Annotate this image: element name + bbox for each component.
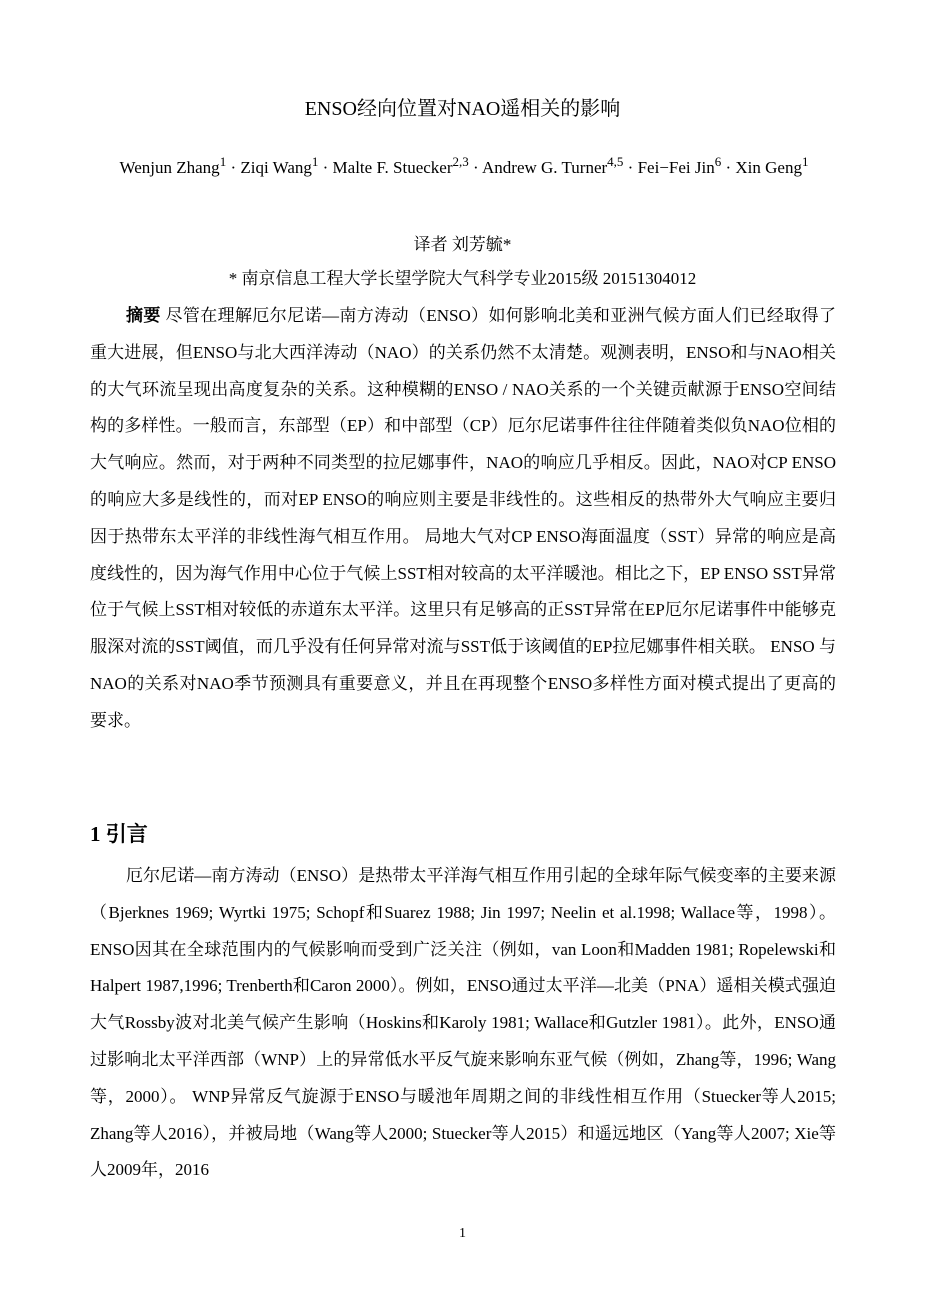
author-name: Andrew G. Turner (482, 158, 608, 177)
abstract-text: 尽管在理解厄尔尼诺—南方涛动（ENSO）如何影响北美和亚洲气候方面人们已经取得了重大进展，但ENSO与北大西洋涛动（NAO）的关系仍然不太清楚。观测表明，ENSO和与NAO相关的大气环流呈现出高度复杂的关系。这种模糊的ENSO / NAO关系的一个关键贡献源于ENSO空间结构的多样性。一般而言，东部型（EP）和中部型（CP）厄尔尼诺事件往往伴随着类似负NAO位相的大气响应。然而，对于两种不同类型的拉尼娜事件，NAO的响应几乎相反。因此，NAO对CP ENSO的响应大多是线性的，而对EP ENSO的响应则主要是非线性的。这些相反的热带外大气响应主要归因于热带东太平洋的非线性海气相互作用。 局地大气对CP ENSO海面温度（SST）异常的响应是高度线性的，因为海气作用中心位于气候上SST相对较高的太平洋暖池。相比之下，EP ENSO SST异常位于气候上SST相对较低的赤道东太平洋。这里只有足够高的正SST异常在EP厄尔尼诺事件中能够克服深对流的SST阈值，而几乎没有任何异常对流与SST低于该阈值的EP拉尼娜事件相关联。 ENSO 与NAO的关系对NAO季节预测具有重要意义，并且在再现整个ENSO多样性方面对模式提出了更高的要求。 (90, 306, 836, 730)
intro-paragraph: 厄尔尼诺—南方涛动（ENSO）是热带太平洋海气相互作用引起的全球年际气候变率的主要来源（Bjerknes 1969; Wyrtki 1975; Schopf和Suarez 1988; Jin 1997; Neelin et al.1998; Wallace等，1998）。 ENSO因其在全球范围内的气候影响而受到广泛关注（例如，van Loon和Madden 1981; Ropelewski和Halpert 1987,1996; Trenberth和Caron 2000）。例如，ENSO通过太平洋—北美（PNA）遥相关模式强迫大气Rossby波对北美气候产生影响（Hoskins和Karoly 1981; Wallace和Gutzler 1981）。此外，ENSO通过影响北太平洋西部（WNP）上的异常低水平反气旋来影响东亚气候（例如，Zhang等，1996; Wang等，2000）。 WNP异常反气旋源于ENSO与暖池年周期之间的非线性相互作用（Stuecker等人2015; Zhang等人2016），并被局地（Wang等人2000; Stuecker等人2015）和遥远地区（Yang等人2007; Xie等人2009年，2016 (90, 866, 836, 1180)
author-affiliation-mark: 6 (714, 154, 722, 169)
abstract-paragraph (90, 298, 836, 740)
author-affiliation-mark: 1 (311, 154, 319, 169)
author-affiliation-mark: 2,3 (452, 154, 469, 169)
translator-line: 译者 刘芳毓* (413, 235, 512, 254)
author-separator: · (721, 158, 736, 177)
author-name: Malte F. Stuecker (332, 158, 453, 177)
author-separator: · (468, 158, 483, 177)
author-name: Fei−Fei Jin (637, 158, 715, 177)
author-separator: · (623, 158, 638, 177)
author-name: Ziqi Wang (240, 158, 312, 177)
paper-title: ENSO经向位置对NAO遥相关的影响 (304, 98, 621, 120)
author-affiliation-mark: 1 (801, 154, 809, 169)
author-list (92, 152, 836, 183)
author-name: Xin Geng (735, 158, 802, 177)
author-separator: · (226, 158, 241, 177)
author-name: Wenjun Zhang (119, 158, 220, 177)
page-number: 1 (459, 1226, 466, 1241)
section-heading: 1 引言 (90, 822, 148, 846)
author-separator: · (318, 158, 333, 177)
translator-affiliation: * 南京信息工程大学长望学院大气科学专业2015级 20151304012 (228, 269, 697, 288)
author-affiliation-mark: 4,5 (607, 154, 624, 169)
author-affiliation-mark: 1 (219, 154, 227, 169)
abstract-label: 摘要 (126, 306, 161, 325)
